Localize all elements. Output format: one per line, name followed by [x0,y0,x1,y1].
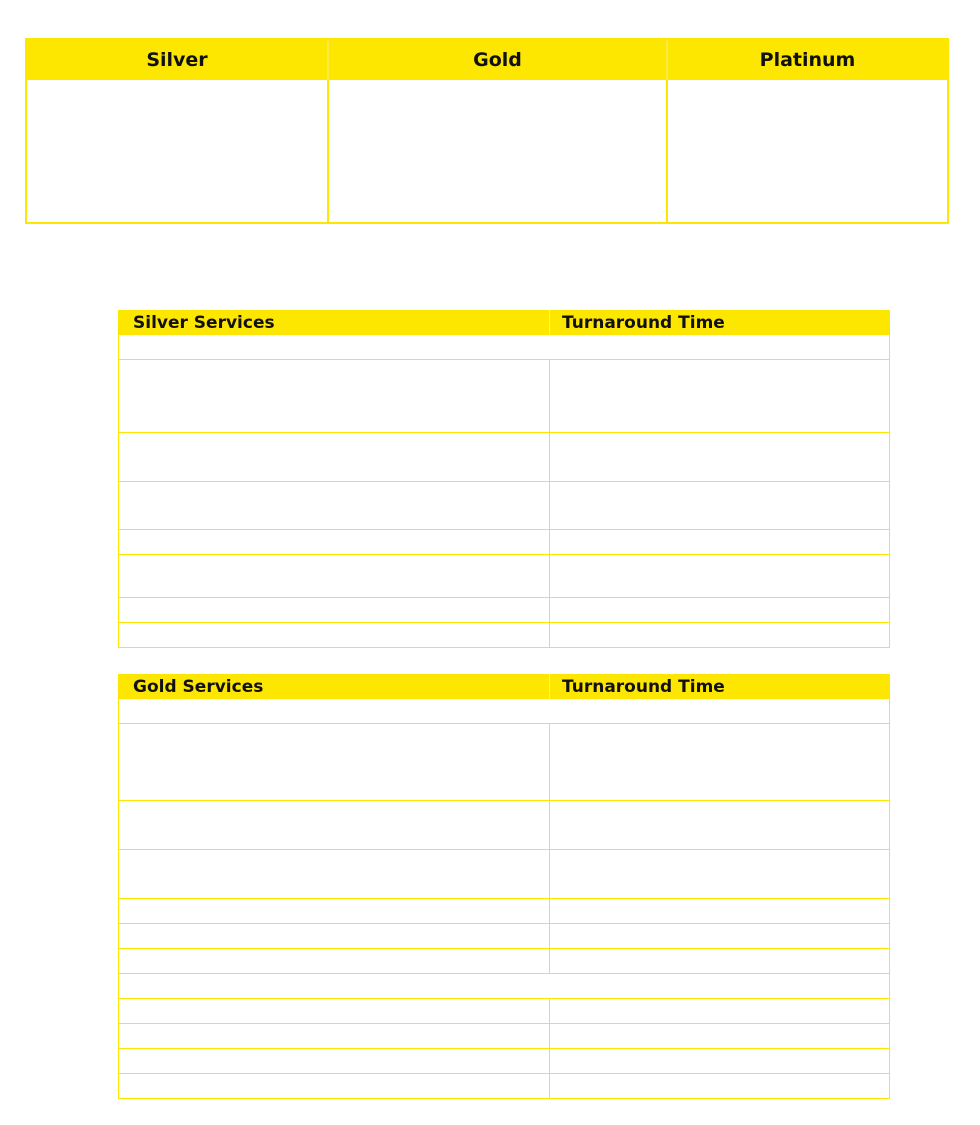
table-row [119,1048,889,1073]
table-row [119,432,889,481]
table-cell [119,1049,550,1073]
table-cell [550,555,889,597]
silver-services-title: Silver Services [119,310,550,335]
table-cell [550,899,889,923]
table-row [119,1023,889,1048]
table-cell [550,1049,889,1073]
table-row [119,923,889,948]
table-cell [550,1074,889,1098]
tier-header-row [27,40,947,80]
table-cell [550,924,889,948]
table-row [119,1073,889,1098]
table-row [119,948,889,973]
tier-cell-silver [27,80,329,222]
table-row [119,699,889,723]
table-cell [119,623,550,647]
tier-cell-gold [329,80,668,222]
tier-header-silver: Silver [27,40,329,80]
table-row [119,800,889,849]
table-cell [119,801,550,849]
table-row [119,973,889,998]
table-cell [119,850,550,898]
table-cell [119,949,550,973]
table-cell [550,850,889,898]
table-cell [550,724,889,800]
table-cell [119,724,550,800]
table-cell [119,598,550,622]
table-cell [550,598,889,622]
table-cell [550,999,889,1023]
table-row [119,723,889,800]
tier-comparison-table [25,38,949,224]
table-cell [119,699,889,723]
silver-services-header [119,310,889,335]
table-row [119,898,889,923]
table-row [119,998,889,1023]
table-cell [119,924,550,948]
table-cell [119,433,550,481]
table-cell [550,949,889,973]
table-cell [119,999,550,1023]
table-cell [119,555,550,597]
table-cell [119,899,550,923]
table-cell [119,482,550,529]
silver-turnaround-title: Turnaround Time [562,312,725,333]
silver-services-table [118,310,890,648]
table-cell [550,360,889,432]
gold-services-table [118,674,890,1099]
table-cell [119,335,889,359]
tier-body-row [27,80,947,222]
tier-header-platinum: Platinum [759,49,856,71]
table-row [119,529,889,554]
table-row [119,481,889,529]
table-cell [119,530,550,554]
table-cell [119,974,889,998]
table-cell [550,530,889,554]
table-row [119,597,889,622]
gold-services-title: Gold Services [119,674,550,699]
table-cell [550,1024,889,1048]
table-row [119,359,889,432]
table-cell [119,1024,550,1048]
table-cell [550,623,889,647]
table-row [119,849,889,898]
table-cell [550,801,889,849]
tier-header-gold: Gold [329,40,668,80]
table-row [119,554,889,597]
table-row [119,622,889,647]
table-cell [119,1074,550,1098]
table-row [119,335,889,359]
table-cell [550,433,889,481]
tier-cell-platinum [668,80,947,222]
gold-turnaround-title: Turnaround Time [562,676,725,697]
table-cell [550,482,889,529]
table-cell [119,360,550,432]
gold-services-header [119,674,889,699]
